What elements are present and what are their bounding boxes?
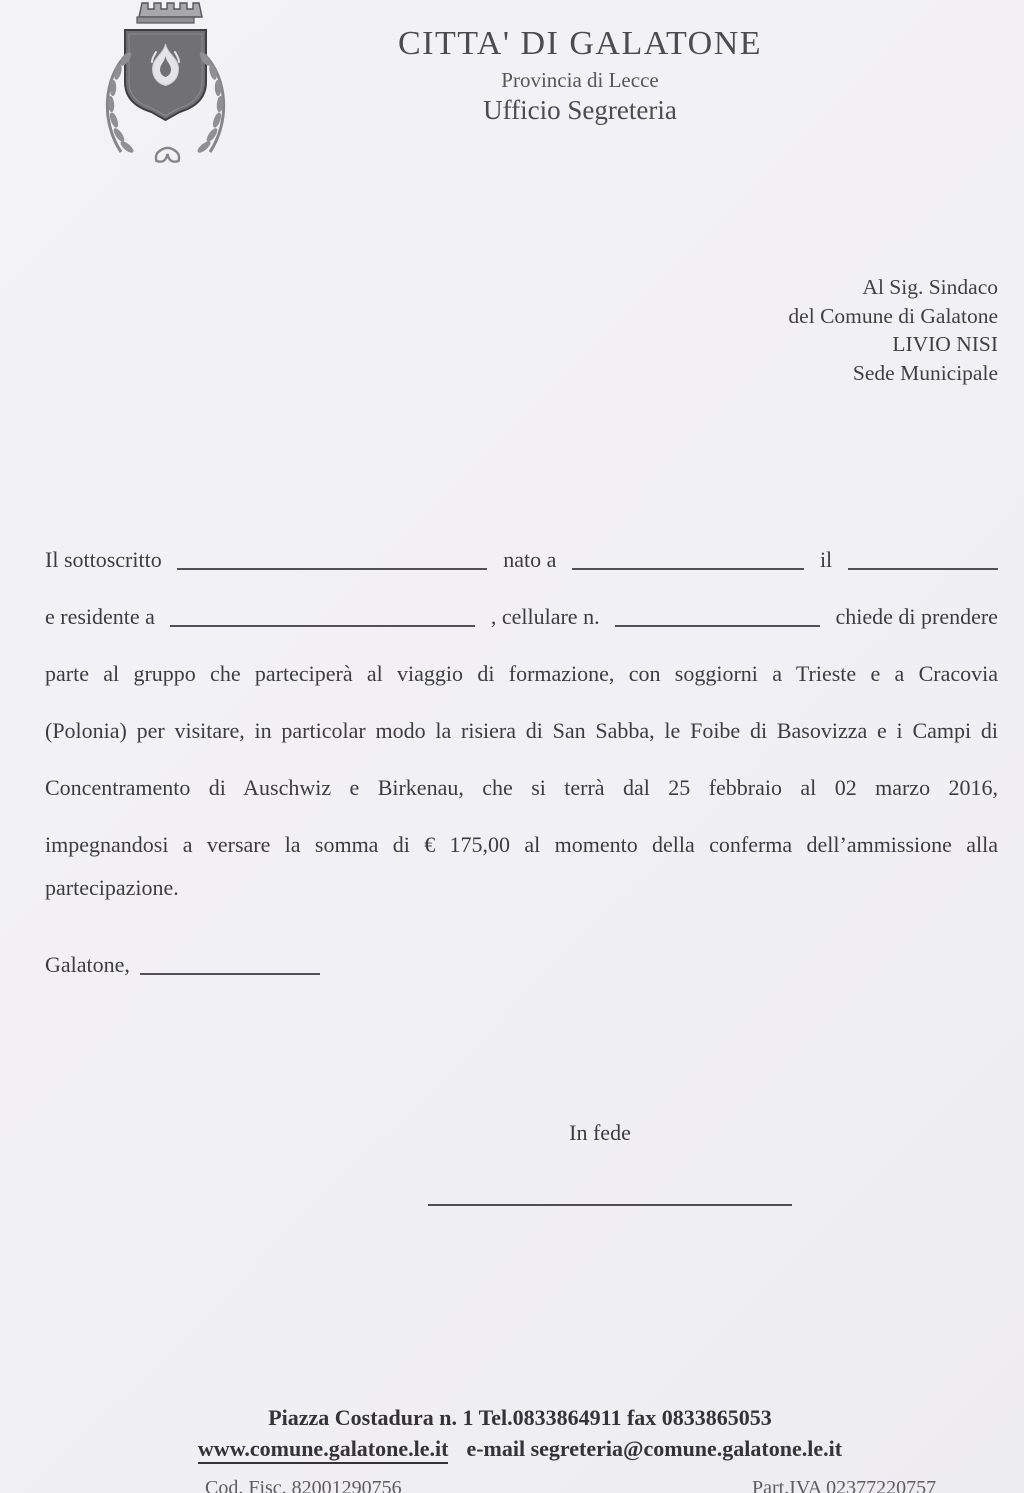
paragraph-line: parte al gruppo che parteciperà al viaggio di formazione, con soggiorni a Trieste e a Cracovia (45, 661, 998, 686)
footer-fiscal-code: Cod. Fisc. 82001290756 (205, 1477, 402, 1493)
blank-field-date (140, 973, 320, 975)
recipient-line: Sede Municipale (852, 360, 998, 385)
paragraph-line: (Polonia) per visitare, in particolar modo la risiera di San Sabba, le Foibe di Basovizza e i Campi di (45, 718, 998, 743)
signature-line (428, 1204, 792, 1206)
label-residente: e residente a (45, 604, 155, 629)
header-province: Provincia di Lecce (501, 68, 659, 92)
footer-vat: Part.IVA 02377220757 (752, 1477, 937, 1493)
label-galatone: Galatone, (45, 952, 130, 977)
letterhead (160, 24, 1000, 126)
recipient-line: del Comune di Galatone (788, 303, 998, 328)
footer-email: e-mail segreteria@comune.galatone.le.it (466, 1436, 843, 1461)
place-date-line (45, 950, 998, 980)
paragraph-line: partecipazione. (45, 875, 179, 900)
label-chiede: chiede di prendere (835, 604, 998, 629)
recipient-line: LIVIO NISI (892, 332, 998, 356)
label-il-sottoscritto: Il sottoscritto (45, 547, 162, 572)
blank-field-birthplace (572, 568, 804, 570)
footer-fiscal-row (0, 1477, 1024, 1493)
paragraph-line: impegnandosi a versare la somma di € 175,00 al momento della conferma dell’ammissione alla (45, 832, 998, 857)
blank-field-phone (615, 625, 820, 627)
recipient-line: Al Sig. Sindaco (862, 275, 998, 299)
label-il: il (819, 547, 833, 572)
paragraph-line: Concentramento di Auschwiz e Birkenau, che si terrà dal 25 febbraio al 02 marzo 2016, (45, 775, 998, 800)
fill-line-residence (45, 602, 998, 632)
signature-caption: In fede (569, 1120, 631, 1145)
footer-block (16, 1402, 1024, 1464)
recipient-block (788, 273, 998, 387)
blank-field-residence (170, 625, 475, 627)
label-nato-a: nato a (503, 547, 557, 572)
footer-address: Piazza Costadura n. 1 Tel.0833864911 fax 0833865053 (268, 1405, 772, 1430)
fill-line-declarant (45, 545, 998, 575)
header-office: Ufficio Segreteria (483, 95, 677, 125)
page-title: CITTA' DI GALATONE (397, 25, 763, 62)
blank-field-name (177, 568, 487, 570)
footer-contacts (16, 1433, 1024, 1464)
label-cellulare: , cellulare n. (490, 604, 600, 629)
footer-website-link: www.comune.galatone.le.it (198, 1436, 449, 1464)
blank-field-birthdate (848, 568, 998, 570)
